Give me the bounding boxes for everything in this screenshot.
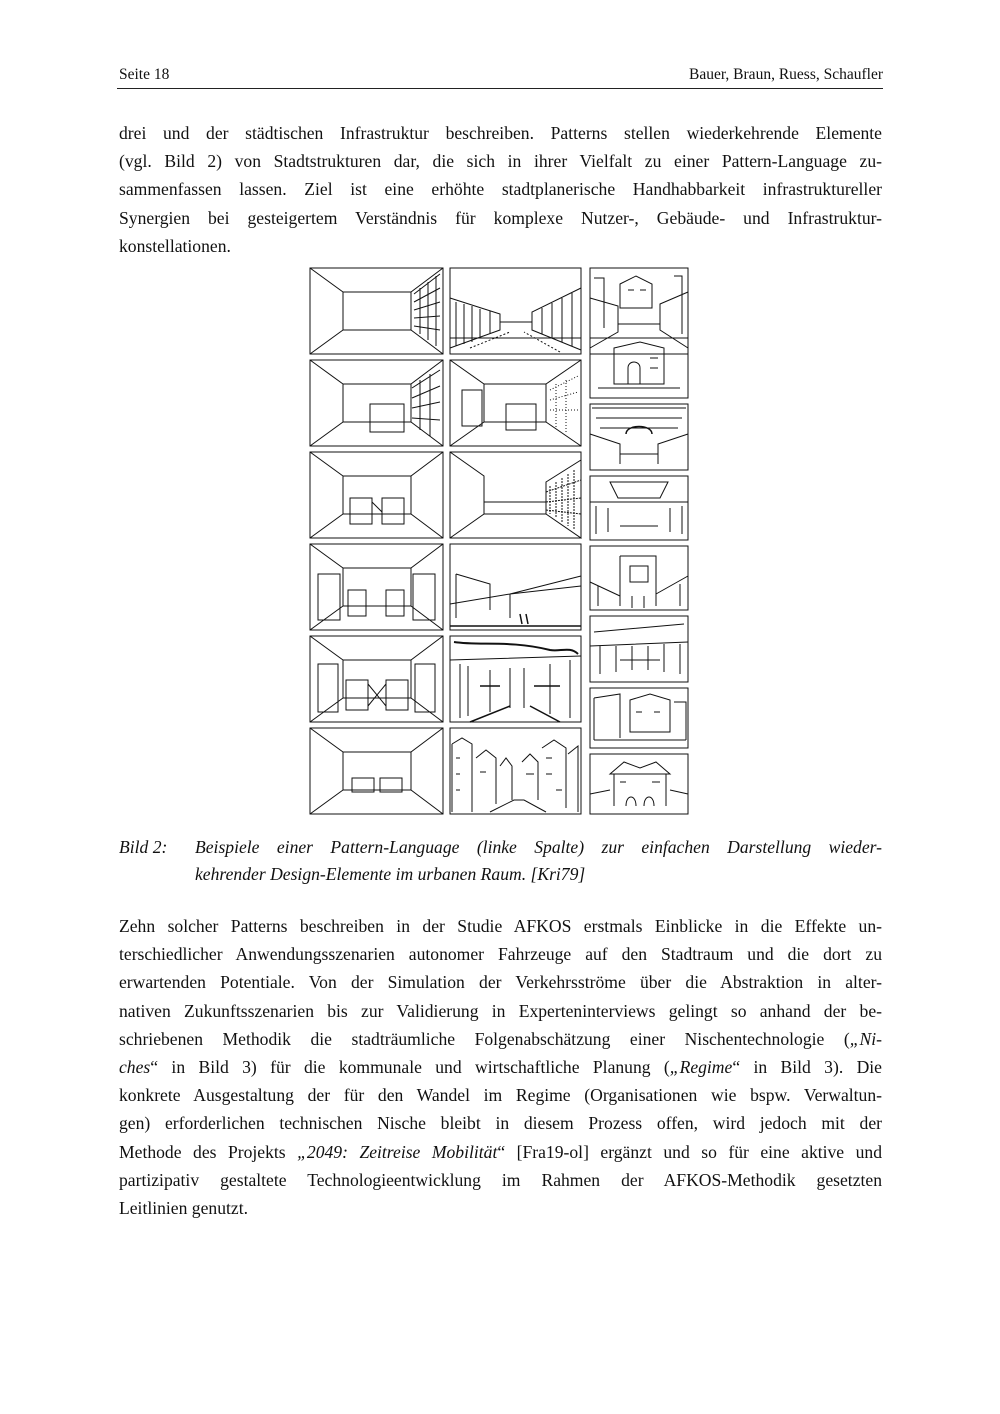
pattern-sketch [310, 268, 443, 354]
caption-line: kehrender Design-Elemente im urbanen Raum. [Kri79] [195, 864, 586, 884]
emphasis-text: „2049: Zeitreise Mobilität [297, 1141, 498, 1162]
emphasis-text: „Regime [669, 1057, 733, 1078]
page-header [117, 66, 883, 89]
street-sketch [450, 544, 581, 630]
pattern-language-figure [308, 266, 690, 818]
text-line: Zehn solcher Patterns beschreiben in der Studie AFKOS erstmals Einblicke in die Effekte un- [119, 916, 882, 936]
architecture-sketch [590, 616, 688, 682]
street-sketch [450, 268, 581, 354]
text-fragment: Methode des Projekts [119, 1141, 298, 1162]
architecture-sketch [590, 754, 688, 814]
text-line: erwartenden Potentiale. Von der Simulation der Verkehrsströme über die Abstraktion in alter- [119, 972, 882, 993]
text-line: Synergien bei gesteigertem Verständnis für komplexe Nutzer-, Gebäude- und Infrastruktur- [119, 207, 882, 228]
caption-label: Bild 2: [119, 837, 168, 857]
page-number: Seite 18 [119, 66, 170, 83]
architecture-sketch [590, 404, 688, 470]
text-fragment: “ [Fra19-ol] ergänzt und so für eine aktive und [497, 1141, 882, 1162]
text-line: (vgl. Bild 2) von Stadtstrukturen dar, die sich in ihrer Vielfalt zu einer Pattern-Language zu- [119, 151, 882, 172]
street-sketch [450, 636, 581, 722]
header-authors: Bauer, Braun, Ruess, Schaufler [689, 66, 883, 83]
text-line: nativen Zukunftsszenarien bis zur Validierung in Experteninterviews gelingt so anhand der be- [119, 1000, 882, 1021]
architecture-sketch [590, 688, 688, 748]
text-fragment: “ in Bild 3). Die [732, 1057, 882, 1078]
text-line [119, 1138, 882, 1166]
architecture-sketch [590, 546, 688, 610]
text-line: sammenfassen lassen. Ziel ist eine erhöhte stadtplanerische Handhabbarkeit infrastruktureller [119, 179, 882, 200]
text-line: konkrete Ausgestaltung der für den Wandel im Regime (Organisationen wie bspw. Verwaltun- [119, 1085, 882, 1106]
paragraph-afkos [119, 912, 882, 1222]
text-line: partizipativ gestaltete Technologieentwicklung im Rahmen der AFKOS-Methodik gesetzten [119, 1169, 882, 1190]
pattern-sketch [310, 636, 443, 722]
pattern-sketch [310, 452, 443, 538]
text-line: konstellationen. [119, 235, 231, 256]
architecture-sketch [590, 476, 688, 540]
caption-text [195, 834, 882, 888]
pattern-sketch [310, 544, 443, 630]
architecture-sketch [590, 268, 688, 354]
pattern-sketch [310, 728, 443, 814]
street-sketch [450, 728, 581, 814]
paragraph-intro [119, 119, 882, 260]
caption-line: Beispiele einer Pattern-Language (linke Spalte) zur einfachen Darstellung wieder- [195, 837, 882, 857]
text-line [119, 1025, 882, 1053]
street-sketch [450, 360, 581, 446]
emphasis-text: ches [119, 1057, 151, 1078]
text-line [119, 1053, 882, 1081]
emphasis-text: „Ni- [849, 1028, 882, 1049]
text-line: drei und der städtischen Infrastruktur beschreiben. Patterns stellen wiederkehrende Elemente [119, 123, 882, 143]
architecture-sketch [590, 338, 688, 398]
street-sketch [450, 452, 581, 538]
text-line: terschiedlicher Anwendungsszenarien autonomer Fahrzeuge auf den Stadtraum und die dort zu [119, 944, 882, 965]
pattern-sketch [310, 360, 443, 446]
text-fragment: “ in Bild 3) für die kommunale und wirtschaftliche Planung ( [150, 1057, 670, 1078]
text-line: gen) erforderlichen technischen Nische bleibt in diesem Prozess offen, wird jedoch mit der [119, 1113, 882, 1134]
text-fragment: schriebenen Methodik die stadträumliche Folgenabschätzung einer Nischentechnologie ( [119, 1028, 850, 1049]
text-line: Leitlinien genutzt. [119, 1198, 248, 1219]
